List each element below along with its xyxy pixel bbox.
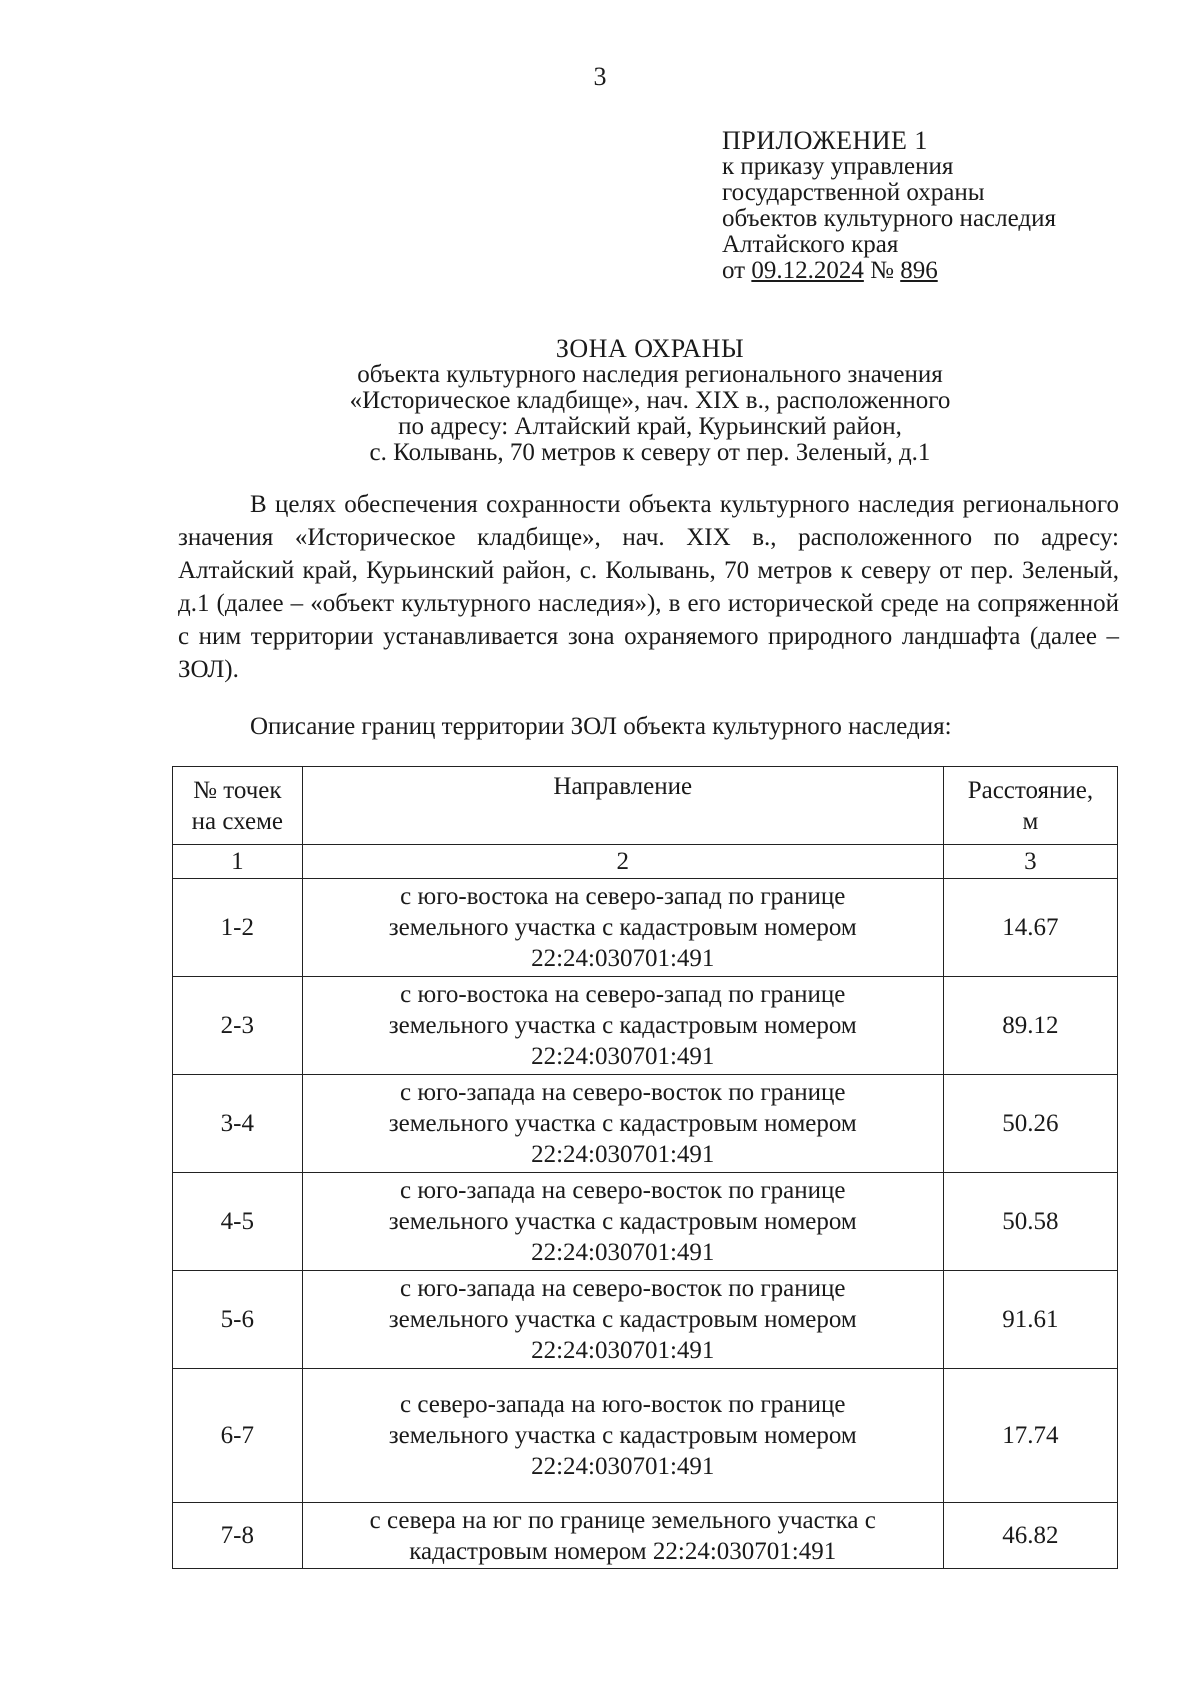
- cell-direction: [302, 1369, 943, 1503]
- cell-distance: 91.61: [943, 1271, 1117, 1369]
- cell-distance: 50.26: [943, 1075, 1117, 1173]
- table-row: [173, 1369, 1118, 1503]
- direction-line: 22:24:030701:491: [531, 945, 715, 972]
- cell-points: 7-8: [173, 1503, 303, 1569]
- direction-line: с юго-запада на северо-восток по границе: [399, 1079, 846, 1106]
- table-row: [173, 1075, 1118, 1173]
- zone-heading: [250, 336, 1050, 466]
- annex-date-line: [722, 258, 1056, 284]
- cell-distance: 89.12: [943, 977, 1117, 1075]
- direction-line: земельного участка с кадастровым номером: [388, 1110, 857, 1137]
- annex-title: ПРИЛОЖЕНИЕ 1: [722, 126, 928, 155]
- direction-line: земельного участка с кадастровым номером: [388, 1012, 857, 1039]
- direction-line: 22:24:030701:491: [531, 1141, 715, 1168]
- cell-distance: 46.82: [943, 1503, 1117, 1569]
- direction-line: 22:24:030701:491: [531, 1453, 715, 1480]
- annex-block: [722, 128, 1056, 284]
- annex-line: государственной охраны: [722, 179, 985, 206]
- cell-points: 1-2: [173, 879, 303, 977]
- page-number: 3: [593, 62, 607, 91]
- header-points-line: на схеме: [191, 807, 284, 835]
- column-number-row: [173, 845, 1118, 879]
- cell-direction: [302, 1271, 943, 1369]
- annex-number-sign: №: [870, 257, 894, 284]
- cell-direction: [302, 1173, 943, 1271]
- table-row: [173, 977, 1118, 1075]
- cell-points: 5-6: [173, 1271, 303, 1369]
- cell-direction: [302, 879, 943, 977]
- cell-points: 3-4: [173, 1075, 303, 1173]
- cell-points: 6-7: [173, 1369, 303, 1503]
- cell-points: 4-5: [173, 1173, 303, 1271]
- header-points-line: № точек: [193, 776, 282, 804]
- direction-line: кадастровым номером 22:24:030701:491: [409, 1537, 837, 1565]
- cell-distance: 14.67: [943, 879, 1117, 977]
- table-row: [173, 1173, 1118, 1271]
- direction-line: земельного участка с кадастровым номером: [388, 914, 857, 941]
- table-row: [173, 879, 1118, 977]
- annex-date: 09.12.2024: [751, 257, 864, 284]
- cell-points: 2-3: [173, 977, 303, 1075]
- direction-line: с юго-запада на северо-восток по границе: [399, 1177, 846, 1204]
- table-row: [173, 1271, 1118, 1369]
- zone-subtitle-line: «Историческое кладбище», нач. XIX в., расположенного: [349, 387, 951, 414]
- annex-line: объектов культурного наследия: [722, 205, 1056, 232]
- body-paragraph: [178, 488, 1119, 686]
- annex-line: Алтайского края: [722, 231, 899, 258]
- header-distance-line: м: [1022, 807, 1039, 835]
- annex-date-prefix: от: [722, 257, 746, 284]
- zone-subtitle-line: по адресу: Алтайский край, Курьинский район,: [398, 413, 902, 440]
- direction-line: земельного участка с кадастровым номером: [388, 1306, 857, 1333]
- direction-line: с юго-востока на северо-запад по границе: [400, 883, 846, 910]
- cell-direction: [302, 1503, 943, 1569]
- cell-direction: [302, 1075, 943, 1173]
- zone-subtitle-line: объекта культурного наследия регионального значения: [357, 361, 943, 388]
- column-number: 1: [173, 845, 303, 879]
- cell-distance: 17.74: [943, 1369, 1117, 1503]
- annex-number: 896: [900, 257, 938, 284]
- table-caption: Описание границ территории ЗОЛ объекта культурного наследия:: [250, 713, 952, 740]
- column-number: 3: [943, 845, 1117, 879]
- header-distance: [943, 767, 1117, 845]
- boundary-table: [172, 766, 1118, 1569]
- header-distance-line: Расстояние,: [967, 776, 1094, 804]
- direction-line: 22:24:030701:491: [531, 1239, 715, 1266]
- header-direction: Направление: [302, 767, 943, 845]
- direction-line: 22:24:030701:491: [531, 1337, 715, 1364]
- direction-line: земельного участка с кадастровым номером: [388, 1208, 857, 1235]
- table-row: [173, 1503, 1118, 1569]
- zone-title: ЗОНА ОХРАНЫ: [555, 334, 745, 363]
- direction-line: с юго-запада на северо-восток по границе: [399, 1275, 846, 1302]
- direction-line: 22:24:030701:491: [531, 1043, 715, 1070]
- cell-distance: 50.58: [943, 1173, 1117, 1271]
- paragraph-text: В целях обеспечения сохранности объекта культурного наследия регионального значения «Историческое кладбище», нач. XIX в., расположенного по адресу: Алтайский край, Курьинский район, с. Колывань, 70 метров к северу от пер. Зеленый, д.1 (далее – «объект культурного наследия»), в его исторической среде на сопряженной с ним территории устанавливается зона охраняемого природного ландшафта (далее – ЗОЛ).: [178, 491, 1119, 683]
- header-points: [173, 767, 303, 845]
- column-number: 2: [302, 845, 943, 879]
- direction-line: с северо-запада на юго-восток по границе: [399, 1391, 846, 1418]
- direction-line: с юго-востока на северо-запад по границе: [400, 981, 846, 1008]
- table-header-row: [173, 767, 1118, 845]
- direction-line: с севера на юг по границе земельного участка с: [369, 1506, 876, 1534]
- cell-direction: [302, 977, 943, 1075]
- zone-subtitle-line: с. Колывань, 70 метров к северу от пер. Зеленый, д.1: [369, 439, 931, 466]
- direction-line: земельного участка с кадастровым номером: [388, 1422, 857, 1449]
- annex-line: к приказу управления: [722, 153, 954, 180]
